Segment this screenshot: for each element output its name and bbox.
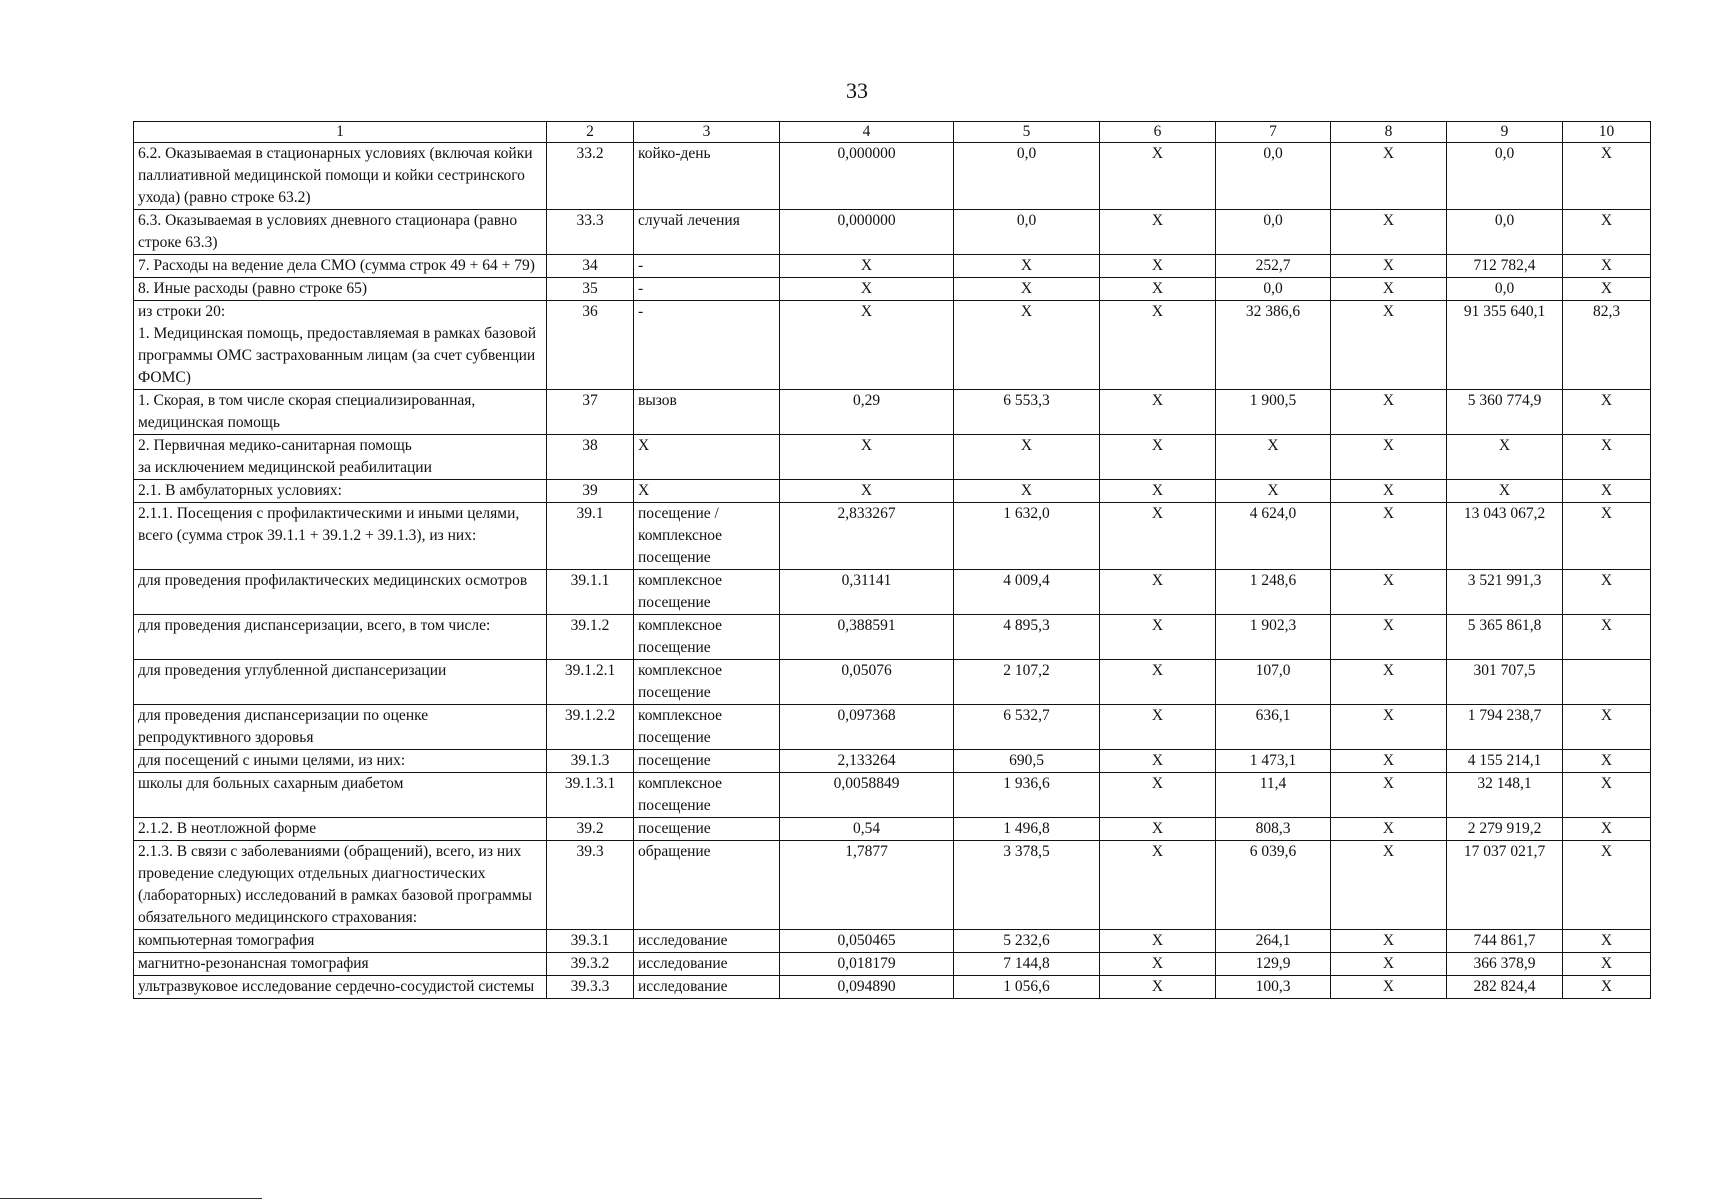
table-row	[134, 503, 1651, 570]
col9-cell: 1 794 238,7	[1447, 705, 1563, 750]
row-code-cell: 39.1.2.1	[547, 660, 634, 705]
column-header-7: 7	[1216, 122, 1331, 143]
unit-cell: X	[634, 480, 780, 503]
col4-cell: 0,000000	[780, 143, 954, 210]
col7-cell: 0,0	[1216, 210, 1331, 255]
col10-cell: X	[1563, 390, 1651, 435]
unit-cell: посещение / комплексное посещение	[634, 503, 780, 570]
col8-cell: X	[1331, 976, 1447, 999]
row-label-cell: 6.2. Оказываемая в стационарных условиях (включая койки паллиативной медицинской помощи и койки сестринского ухода) (равно строке 63.2)	[134, 143, 547, 210]
col10-cell: X	[1563, 278, 1651, 301]
col6-cell: X	[1100, 750, 1216, 773]
column-header-5: 5	[954, 122, 1100, 143]
col7-cell: 11,4	[1216, 773, 1331, 818]
row-code-cell: 39.3	[547, 841, 634, 930]
col8-cell: X	[1331, 953, 1447, 976]
unit-cell: -	[634, 255, 780, 278]
col8-cell: X	[1331, 435, 1447, 480]
col6-cell: X	[1100, 976, 1216, 999]
unit-cell: -	[634, 278, 780, 301]
row-label-cell: для посещений с иными целями, из них:	[134, 750, 547, 773]
col7-cell: 636,1	[1216, 705, 1331, 750]
unit-cell: обращение	[634, 841, 780, 930]
col5-cell: 690,5	[954, 750, 1100, 773]
col8-cell: X	[1331, 390, 1447, 435]
table-row	[134, 841, 1651, 930]
row-label-cell: для проведения углубленной диспансеризации	[134, 660, 547, 705]
col8-cell: X	[1331, 480, 1447, 503]
row-label-cell: ультразвуковое исследование сердечно-сосудистой системы	[134, 976, 547, 999]
col7-cell: X	[1216, 435, 1331, 480]
unit-cell: койко-день	[634, 143, 780, 210]
row-code-cell: 39.3.1	[547, 930, 634, 953]
col8-cell: X	[1331, 773, 1447, 818]
col7-cell: 32 386,6	[1216, 301, 1331, 390]
unit-cell: вызов	[634, 390, 780, 435]
row-label-cell: для проведения диспансеризации по оценке репродуктивного здоровья	[134, 705, 547, 750]
col4-cell: X	[780, 255, 954, 278]
col5-cell: X	[954, 278, 1100, 301]
col6-cell: X	[1100, 705, 1216, 750]
col5-cell: 3 378,5	[954, 841, 1100, 930]
table-row	[134, 615, 1651, 660]
col4-cell: 2,133264	[780, 750, 954, 773]
col8-cell: X	[1331, 841, 1447, 930]
data-table	[133, 121, 1651, 999]
col6-cell: X	[1100, 615, 1216, 660]
col9-cell: 0,0	[1447, 278, 1563, 301]
col8-cell: X	[1331, 503, 1447, 570]
unit-cell: посещение	[634, 818, 780, 841]
unit-cell: комплексное посещение	[634, 570, 780, 615]
table-row	[134, 705, 1651, 750]
col10-cell: X	[1563, 818, 1651, 841]
col6-cell: X	[1100, 210, 1216, 255]
col9-cell: X	[1447, 435, 1563, 480]
col9-cell: 366 378,9	[1447, 953, 1563, 976]
row-code-cell: 39.3.2	[547, 953, 634, 976]
col8-cell: X	[1331, 615, 1447, 660]
col5-cell: X	[954, 301, 1100, 390]
header-row	[134, 122, 1651, 143]
col7-cell: 1 473,1	[1216, 750, 1331, 773]
col4-cell: X	[780, 480, 954, 503]
unit-cell: комплексное посещение	[634, 615, 780, 660]
row-label-cell: 2.1. В амбулаторных условиях:	[134, 480, 547, 503]
col4-cell: 0,094890	[780, 976, 954, 999]
col7-cell: 1 248,6	[1216, 570, 1331, 615]
table-row	[134, 773, 1651, 818]
table-row	[134, 930, 1651, 953]
col9-cell: 0,0	[1447, 143, 1563, 210]
col4-cell: X	[780, 435, 954, 480]
row-code-cell: 35	[547, 278, 634, 301]
col10-cell: X	[1563, 976, 1651, 999]
table-row	[134, 953, 1651, 976]
col7-cell: 107,0	[1216, 660, 1331, 705]
row-label-cell: школы для больных сахарным диабетом	[134, 773, 547, 818]
row-code-cell: 34	[547, 255, 634, 278]
table-row	[134, 301, 1651, 390]
col8-cell: X	[1331, 750, 1447, 773]
table-row	[134, 480, 1651, 503]
col5-cell: 2 107,2	[954, 660, 1100, 705]
row-label-cell: 6.3. Оказываемая в условиях дневного стационара (равно строке 63.3)	[134, 210, 547, 255]
col5-cell: 5 232,6	[954, 930, 1100, 953]
row-label-cell: 2. Первичная медико-санитарная помощь за исключением медицинской реабилитации	[134, 435, 547, 480]
col9-cell: 712 782,4	[1447, 255, 1563, 278]
table-row	[134, 278, 1651, 301]
col8-cell: X	[1331, 660, 1447, 705]
row-code-cell: 39.1.1	[547, 570, 634, 615]
col7-cell: 808,3	[1216, 818, 1331, 841]
col9-cell: 0,0	[1447, 210, 1563, 255]
col9-cell: 13 043 067,2	[1447, 503, 1563, 570]
table-row	[134, 210, 1651, 255]
table-row	[134, 435, 1651, 480]
col9-cell: 3 521 991,3	[1447, 570, 1563, 615]
col6-cell: X	[1100, 143, 1216, 210]
row-label-cell: из строки 20: 1. Медицинская помощь, предоставляемая в рамках базовой программы ОМС застрахованным лицам (за счет субвенции ФОМС)	[134, 301, 547, 390]
col10-cell: X	[1563, 615, 1651, 660]
col6-cell: X	[1100, 773, 1216, 818]
row-code-cell: 39.3.3	[547, 976, 634, 999]
col5-cell: X	[954, 480, 1100, 503]
col4-cell: 0,050465	[780, 930, 954, 953]
page-number: 33	[846, 78, 868, 103]
col7-cell: X	[1216, 480, 1331, 503]
col8-cell: X	[1331, 570, 1447, 615]
col9-cell: 5 365 861,8	[1447, 615, 1563, 660]
col6-cell: X	[1100, 278, 1216, 301]
table-row	[134, 750, 1651, 773]
col10-cell: X	[1563, 705, 1651, 750]
col7-cell: 252,7	[1216, 255, 1331, 278]
col10-cell: X	[1563, 435, 1651, 480]
row-label-cell: 2.1.2. В неотложной форме	[134, 818, 547, 841]
col4-cell: X	[780, 301, 954, 390]
col5-cell: X	[954, 255, 1100, 278]
table-row	[134, 976, 1651, 999]
table-header	[134, 122, 1651, 143]
col4-cell: 0,31141	[780, 570, 954, 615]
col6-cell: X	[1100, 301, 1216, 390]
col6-cell: X	[1100, 570, 1216, 615]
col6-cell: X	[1100, 841, 1216, 930]
unit-cell: исследование	[634, 953, 780, 976]
col4-cell: 0,29	[780, 390, 954, 435]
col5-cell: 4 009,4	[954, 570, 1100, 615]
col5-cell: X	[954, 435, 1100, 480]
column-header-2: 2	[547, 122, 634, 143]
unit-cell: -	[634, 301, 780, 390]
col5-cell: 6 553,3	[954, 390, 1100, 435]
row-code-cell: 39.1.3	[547, 750, 634, 773]
column-header-6: 6	[1100, 122, 1216, 143]
col9-cell: 282 824,4	[1447, 976, 1563, 999]
table-row	[134, 660, 1651, 705]
col6-cell: X	[1100, 503, 1216, 570]
col4-cell: 0,0058849	[780, 773, 954, 818]
col10-cell: 82,3	[1563, 301, 1651, 390]
col10-cell: X	[1563, 210, 1651, 255]
col6-cell: X	[1100, 480, 1216, 503]
col10-cell: X	[1563, 503, 1651, 570]
table-row	[134, 143, 1651, 210]
col10-cell: X	[1563, 480, 1651, 503]
col5-cell: 4 895,3	[954, 615, 1100, 660]
col7-cell: 0,0	[1216, 278, 1331, 301]
col7-cell: 0,0	[1216, 143, 1331, 210]
col4-cell: 0,54	[780, 818, 954, 841]
column-header-8: 8	[1331, 122, 1447, 143]
row-label-cell: 2.1.3. В связи с заболеваниями (обращений), всего, из них проведение следующих отдельных диагностических (лабораторных) исследований в рамках базовой программы обязательного медицинского страхования:	[134, 841, 547, 930]
col9-cell: 744 861,7	[1447, 930, 1563, 953]
col10-cell	[1563, 660, 1651, 705]
col10-cell: X	[1563, 953, 1651, 976]
unit-cell: комплексное посещение	[634, 773, 780, 818]
col10-cell: X	[1563, 750, 1651, 773]
col8-cell: X	[1331, 705, 1447, 750]
unit-cell: посещение	[634, 750, 780, 773]
table-row	[134, 570, 1651, 615]
col6-cell: X	[1100, 390, 1216, 435]
col7-cell: 1 900,5	[1216, 390, 1331, 435]
row-label-cell: компьютерная томография	[134, 930, 547, 953]
row-code-cell: 39.1	[547, 503, 634, 570]
table-row	[134, 390, 1651, 435]
column-header-10: 10	[1563, 122, 1651, 143]
unit-cell: исследование	[634, 930, 780, 953]
col9-cell: 2 279 919,2	[1447, 818, 1563, 841]
row-label-cell: 2.1.1. Посещения с профилактическими и иными целями, всего (сумма строк 39.1.1 + 39.1.2 + 39.1.3), из них:	[134, 503, 547, 570]
row-code-cell: 38	[547, 435, 634, 480]
col5-cell: 1 056,6	[954, 976, 1100, 999]
col10-cell: X	[1563, 841, 1651, 930]
unit-cell: исследование	[634, 976, 780, 999]
row-code-cell: 36	[547, 301, 634, 390]
table-row	[134, 818, 1651, 841]
unit-cell: случай лечения	[634, 210, 780, 255]
unit-cell: X	[634, 435, 780, 480]
col4-cell: 1,7877	[780, 841, 954, 930]
col6-cell: X	[1100, 818, 1216, 841]
col9-cell: 17 037 021,7	[1447, 841, 1563, 930]
col10-cell: X	[1563, 570, 1651, 615]
col4-cell: 0,000000	[780, 210, 954, 255]
column-header-1: 1	[134, 122, 547, 143]
col9-cell: 301 707,5	[1447, 660, 1563, 705]
row-label-cell: для проведения профилактических медицинских осмотров	[134, 570, 547, 615]
row-label-cell: для проведения диспансеризации, всего, в том числе:	[134, 615, 547, 660]
col4-cell: 0,05076	[780, 660, 954, 705]
col4-cell: 2,833267	[780, 503, 954, 570]
col5-cell: 0,0	[954, 143, 1100, 210]
unit-cell: комплексное посещение	[634, 705, 780, 750]
row-code-cell: 37	[547, 390, 634, 435]
col8-cell: X	[1331, 301, 1447, 390]
col10-cell: X	[1563, 143, 1651, 210]
row-code-cell: 39.1.2.2	[547, 705, 634, 750]
col7-cell: 129,9	[1216, 953, 1331, 976]
row-label-cell: 1. Скорая, в том числе скорая специализированная, медицинская помощь	[134, 390, 547, 435]
row-label-cell: магнитно-резонансная томография	[134, 953, 547, 976]
row-code-cell: 39.2	[547, 818, 634, 841]
col6-cell: X	[1100, 930, 1216, 953]
col10-cell: X	[1563, 255, 1651, 278]
unit-cell: комплексное посещение	[634, 660, 780, 705]
col10-cell: X	[1563, 930, 1651, 953]
col4-cell: 0,388591	[780, 615, 954, 660]
footer-rule	[0, 1198, 262, 1199]
col5-cell: 1 936,6	[954, 773, 1100, 818]
col6-cell: X	[1100, 435, 1216, 480]
row-label-cell: 7. Расходы на ведение дела СМО (сумма строк 49 + 64 + 79)	[134, 255, 547, 278]
row-label-cell: 8. Иные расходы (равно строке 65)	[134, 278, 547, 301]
col5-cell: 0,0	[954, 210, 1100, 255]
col4-cell: 0,097368	[780, 705, 954, 750]
column-header-3: 3	[634, 122, 780, 143]
col9-cell: 32 148,1	[1447, 773, 1563, 818]
col8-cell: X	[1331, 930, 1447, 953]
col5-cell: 7 144,8	[954, 953, 1100, 976]
col6-cell: X	[1100, 255, 1216, 278]
col7-cell: 100,3	[1216, 976, 1331, 999]
row-code-cell: 39	[547, 480, 634, 503]
col8-cell: X	[1331, 278, 1447, 301]
col6-cell: X	[1100, 660, 1216, 705]
col7-cell: 264,1	[1216, 930, 1331, 953]
col5-cell: 1 496,8	[954, 818, 1100, 841]
col5-cell: 6 532,7	[954, 705, 1100, 750]
column-header-9: 9	[1447, 122, 1563, 143]
row-code-cell: 39.1.2	[547, 615, 634, 660]
col8-cell: X	[1331, 255, 1447, 278]
col4-cell: X	[780, 278, 954, 301]
row-code-cell: 33.2	[547, 143, 634, 210]
col7-cell: 1 902,3	[1216, 615, 1331, 660]
col8-cell: X	[1331, 143, 1447, 210]
col7-cell: 6 039,6	[1216, 841, 1331, 930]
col5-cell: 1 632,0	[954, 503, 1100, 570]
col7-cell: 4 624,0	[1216, 503, 1331, 570]
col4-cell: 0,018179	[780, 953, 954, 976]
col9-cell: 91 355 640,1	[1447, 301, 1563, 390]
row-code-cell: 33.3	[547, 210, 634, 255]
col10-cell: X	[1563, 773, 1651, 818]
table-body	[134, 143, 1651, 999]
row-code-cell: 39.1.3.1	[547, 773, 634, 818]
col9-cell: 5 360 774,9	[1447, 390, 1563, 435]
column-header-4: 4	[780, 122, 954, 143]
col8-cell: X	[1331, 818, 1447, 841]
col9-cell: 4 155 214,1	[1447, 750, 1563, 773]
table-row	[134, 255, 1651, 278]
col9-cell: X	[1447, 480, 1563, 503]
col6-cell: X	[1100, 953, 1216, 976]
col8-cell: X	[1331, 210, 1447, 255]
